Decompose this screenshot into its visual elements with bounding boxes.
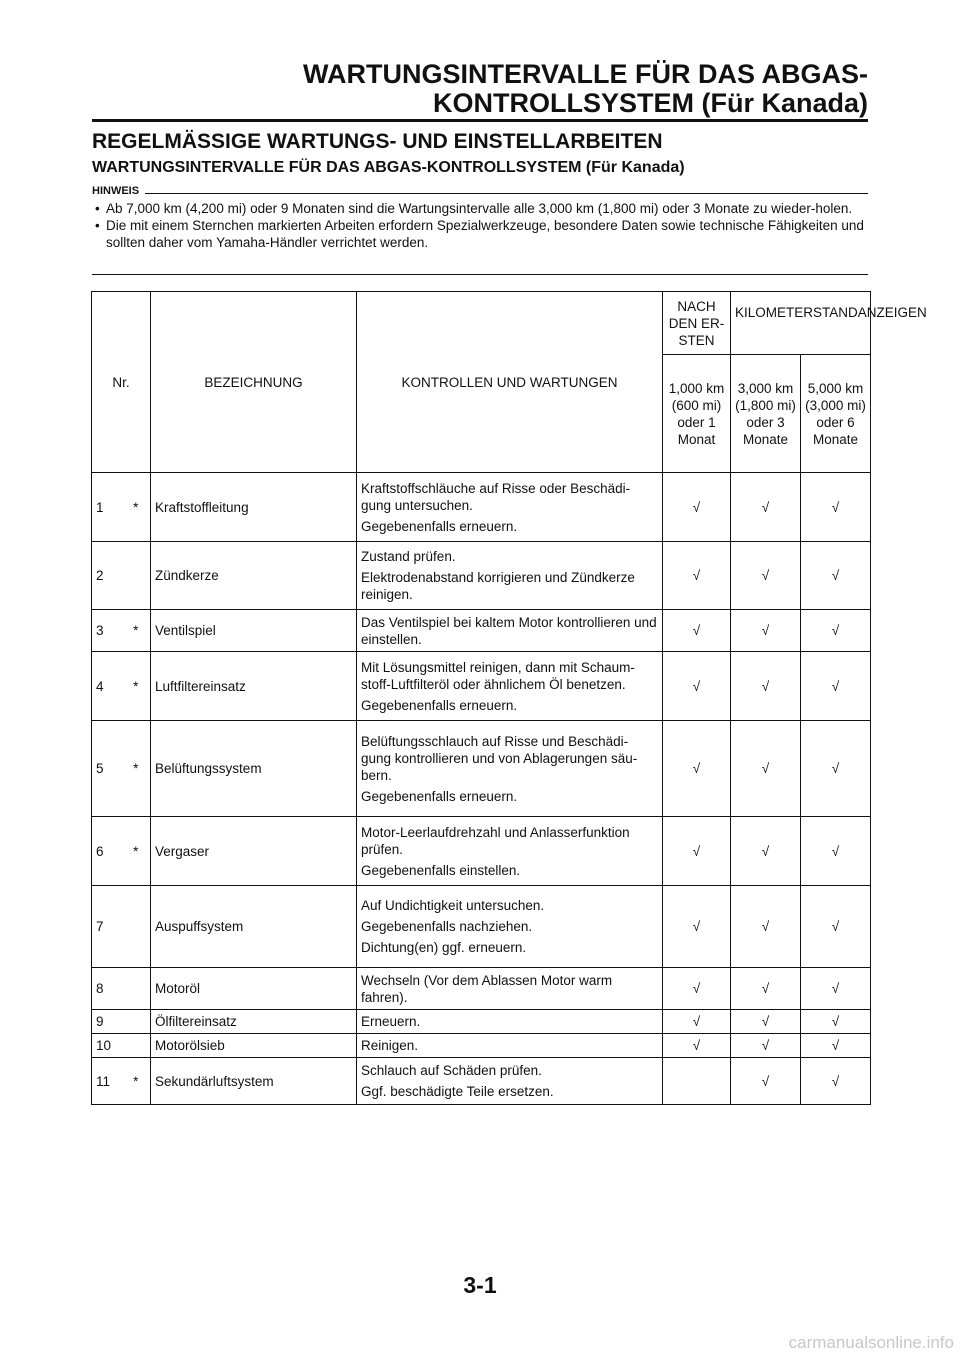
row-bezeichnung: Motorölsieb bbox=[151, 1034, 357, 1058]
row-bezeichnung: Belüftungssystem bbox=[151, 721, 357, 817]
row-task: Gegebenenfalls nachziehen. bbox=[361, 919, 533, 934]
row-check-2: √ bbox=[731, 473, 801, 542]
row-asterisk: * bbox=[122, 473, 151, 542]
page-title-line-1: WARTUNGSINTERVALLE FÜR DAS ABGAS- bbox=[303, 59, 868, 89]
row-number: 1 bbox=[92, 473, 122, 542]
row-asterisk bbox=[122, 886, 151, 968]
row-check-2: √ bbox=[731, 968, 801, 1010]
table-row bbox=[92, 652, 871, 721]
row-check-2: √ bbox=[731, 542, 801, 610]
row-task: Wechseln (Vor dem Ablassen Motor warm fahren). bbox=[361, 972, 613, 1005]
table-row bbox=[92, 817, 871, 886]
row-bezeichnung: Ventilspiel bbox=[151, 610, 357, 652]
row-asterisk bbox=[122, 1010, 151, 1034]
row-number: 2 bbox=[92, 542, 122, 610]
row-number: 5 bbox=[92, 721, 122, 817]
row-check-1: √ bbox=[663, 1010, 731, 1034]
header-kilometerstand: KILOMETERSTANDANZEIGEN bbox=[731, 292, 871, 355]
row-check-3: √ bbox=[801, 542, 871, 610]
row-task: Ggf. beschädigte Teile ersetzen. bbox=[361, 1084, 554, 1099]
header-nach-den-ersten: NACH DEN ER-STEN bbox=[663, 292, 731, 355]
page-number: 3-1 bbox=[463, 1272, 497, 1298]
note-bottom-rule bbox=[92, 274, 868, 275]
table-row bbox=[92, 610, 871, 652]
row-check-3: √ bbox=[801, 886, 871, 968]
row-task: Zustand prüfen. bbox=[361, 549, 456, 564]
row-check-1 bbox=[663, 1058, 731, 1105]
header-nr: Nr. bbox=[92, 292, 151, 473]
row-check-1: √ bbox=[663, 542, 731, 610]
note-list bbox=[92, 200, 868, 251]
row-number: 7 bbox=[92, 886, 122, 968]
row-kontrollen bbox=[357, 968, 663, 1010]
row-number: 4 bbox=[92, 652, 122, 721]
row-check-2: √ bbox=[731, 886, 801, 968]
row-kontrollen bbox=[357, 721, 663, 817]
note-item: • Ab 7,000 km (4,200 mi) oder 9 Monaten sind die Wartungsintervalle alle 3,000 km (1,800 mi) oder 3 Monate zu wieder-holen. bbox=[92, 200, 868, 217]
row-asterisk: * bbox=[122, 610, 151, 652]
row-check-3: √ bbox=[801, 652, 871, 721]
row-asterisk: * bbox=[122, 721, 151, 817]
row-asterisk: * bbox=[122, 652, 151, 721]
row-task: Mit Lösungsmittel reinigen, dann mit Schaum-stoff-Luftfilteröl oder ähnlichem Öl benetzen. bbox=[361, 659, 635, 692]
row-task: Schlauch auf Schäden prüfen. bbox=[361, 1063, 542, 1078]
row-number: 11 bbox=[92, 1058, 122, 1105]
row-check-2: √ bbox=[731, 1034, 801, 1058]
row-kontrollen bbox=[357, 886, 663, 968]
row-check-3: √ bbox=[801, 1034, 871, 1058]
row-check-2: √ bbox=[731, 817, 801, 886]
row-check-3: √ bbox=[801, 1058, 871, 1105]
table-row bbox=[92, 1010, 871, 1034]
header-interval-3000: 3,000 km (1,800 mi) oder 3 Monate bbox=[731, 355, 801, 473]
row-number: 6 bbox=[92, 817, 122, 886]
row-check-1: √ bbox=[663, 652, 731, 721]
row-task: Motor-Leerlaufdrehzahl und Anlasserfunktion prüfen. bbox=[361, 824, 630, 857]
row-number: 10 bbox=[92, 1034, 122, 1058]
row-check-2: √ bbox=[731, 610, 801, 652]
note-label: HINWEIS bbox=[92, 185, 140, 197]
row-asterisk: * bbox=[122, 817, 151, 886]
table-body bbox=[92, 473, 871, 1105]
row-asterisk bbox=[122, 542, 151, 610]
table-row bbox=[92, 1058, 871, 1105]
row-task: Gegebenenfalls erneuern. bbox=[361, 788, 518, 804]
title-rule bbox=[92, 119, 868, 122]
row-check-2: √ bbox=[731, 652, 801, 721]
row-task: Das Ventilspiel bei kaltem Motor kontrollieren und einstellen. bbox=[361, 614, 657, 647]
row-bezeichnung: Luftfiltereinsatz bbox=[151, 652, 357, 721]
row-check-3: √ bbox=[801, 817, 871, 886]
row-kontrollen bbox=[357, 473, 663, 542]
row-bezeichnung: Sekundärluftsystem bbox=[151, 1058, 357, 1105]
row-task: Kraftstoffschläuche auf Risse oder Beschädi-gung untersuchen. bbox=[361, 480, 631, 513]
row-task: Gegebenenfalls erneuern. bbox=[361, 697, 518, 713]
row-asterisk bbox=[122, 1034, 151, 1058]
row-task: Elektrodenabstand korrigieren und Zündkerze reinigen. bbox=[361, 570, 635, 602]
row-bezeichnung: Kraftstoffleitung bbox=[151, 473, 357, 542]
row-check-2: √ bbox=[731, 1058, 801, 1105]
row-task: Erneuern. bbox=[361, 1014, 421, 1029]
row-check-1: √ bbox=[663, 610, 731, 652]
header-kontrollen: KONTROLLEN UND WARTUNGEN bbox=[357, 292, 663, 473]
row-check-1: √ bbox=[663, 1034, 731, 1058]
row-check-2: √ bbox=[731, 1010, 801, 1034]
row-asterisk: * bbox=[122, 1058, 151, 1105]
row-asterisk bbox=[122, 968, 151, 1010]
row-task: Dichtung(en) ggf. erneuern. bbox=[361, 940, 527, 955]
row-bezeichnung: Motoröl bbox=[151, 968, 357, 1010]
table-row bbox=[92, 473, 871, 542]
row-check-3: √ bbox=[801, 1010, 871, 1034]
row-check-1: √ bbox=[663, 886, 731, 968]
row-number: 3 bbox=[92, 610, 122, 652]
sub-heading: WARTUNGSINTERVALLE FÜR DAS ABGAS-KONTROLLSYSTEM (Für Kanada) bbox=[92, 159, 685, 176]
row-kontrollen bbox=[357, 817, 663, 886]
row-number: 8 bbox=[92, 968, 122, 1010]
row-kontrollen bbox=[357, 1034, 663, 1058]
maintenance-table bbox=[91, 291, 927, 1105]
row-bezeichnung: Vergaser bbox=[151, 817, 357, 886]
row-kontrollen bbox=[357, 652, 663, 721]
row-kontrollen bbox=[357, 1058, 663, 1105]
watermark: carmanualsonline.info bbox=[788, 1333, 954, 1352]
row-check-1: √ bbox=[663, 721, 731, 817]
header-bezeichnung: BEZEICHNUNG bbox=[151, 292, 357, 473]
page-title-line-2: KONTROLLSYSTEM (Für Kanada) bbox=[432, 88, 868, 118]
note-header bbox=[92, 183, 868, 199]
row-bezeichnung: Ölfiltereinsatz bbox=[151, 1010, 357, 1034]
row-number: 9 bbox=[92, 1010, 122, 1034]
row-check-3: √ bbox=[801, 721, 871, 817]
row-check-3: √ bbox=[801, 610, 871, 652]
row-check-3: √ bbox=[801, 968, 871, 1010]
section-heading: REGELMÄSSIGE WARTUNGS- UND EINSTELLARBEITEN bbox=[92, 130, 663, 153]
note-divider bbox=[145, 193, 868, 194]
page-title bbox=[303, 60, 868, 118]
header-interval-1000: 1,000 km (600 mi) oder 1 Monat bbox=[663, 355, 731, 473]
note-item: • Die mit einem Sternchen markierten Arbeiten erfordern Spezialwerkzeuge, besondere Daten sowie technische Fähigkeiten und sollten daher vom Yamaha-Händler verrichtet werden. bbox=[92, 217, 868, 251]
row-task: Gegebenenfalls erneuern. bbox=[361, 518, 518, 534]
row-bezeichnung: Zündkerze bbox=[151, 542, 357, 610]
table-row bbox=[92, 542, 871, 610]
table-row bbox=[92, 721, 871, 817]
row-check-1: √ bbox=[663, 817, 731, 886]
row-task: Belüftungsschlauch auf Risse und Beschädi-gung kontrollieren und von Ablagerungen säu-bern. bbox=[361, 733, 638, 783]
table-row bbox=[92, 968, 871, 1010]
row-check-3: √ bbox=[801, 473, 871, 542]
row-check-1: √ bbox=[663, 968, 731, 1010]
table-row bbox=[92, 886, 871, 968]
row-task: Auf Undichtigkeit untersuchen. bbox=[361, 898, 545, 913]
row-check-2: √ bbox=[731, 721, 801, 817]
row-kontrollen bbox=[357, 542, 663, 610]
row-bezeichnung: Auspuffsystem bbox=[151, 886, 357, 968]
row-check-1: √ bbox=[663, 473, 731, 542]
row-task: Gegebenenfalls einstellen. bbox=[361, 862, 521, 878]
row-task: Reinigen. bbox=[361, 1038, 419, 1053]
header-interval-5000: 5,000 km (3,000 mi) oder 6 Monate bbox=[801, 355, 871, 473]
table-row bbox=[92, 1034, 871, 1058]
row-kontrollen bbox=[357, 610, 663, 652]
row-kontrollen bbox=[357, 1010, 663, 1034]
